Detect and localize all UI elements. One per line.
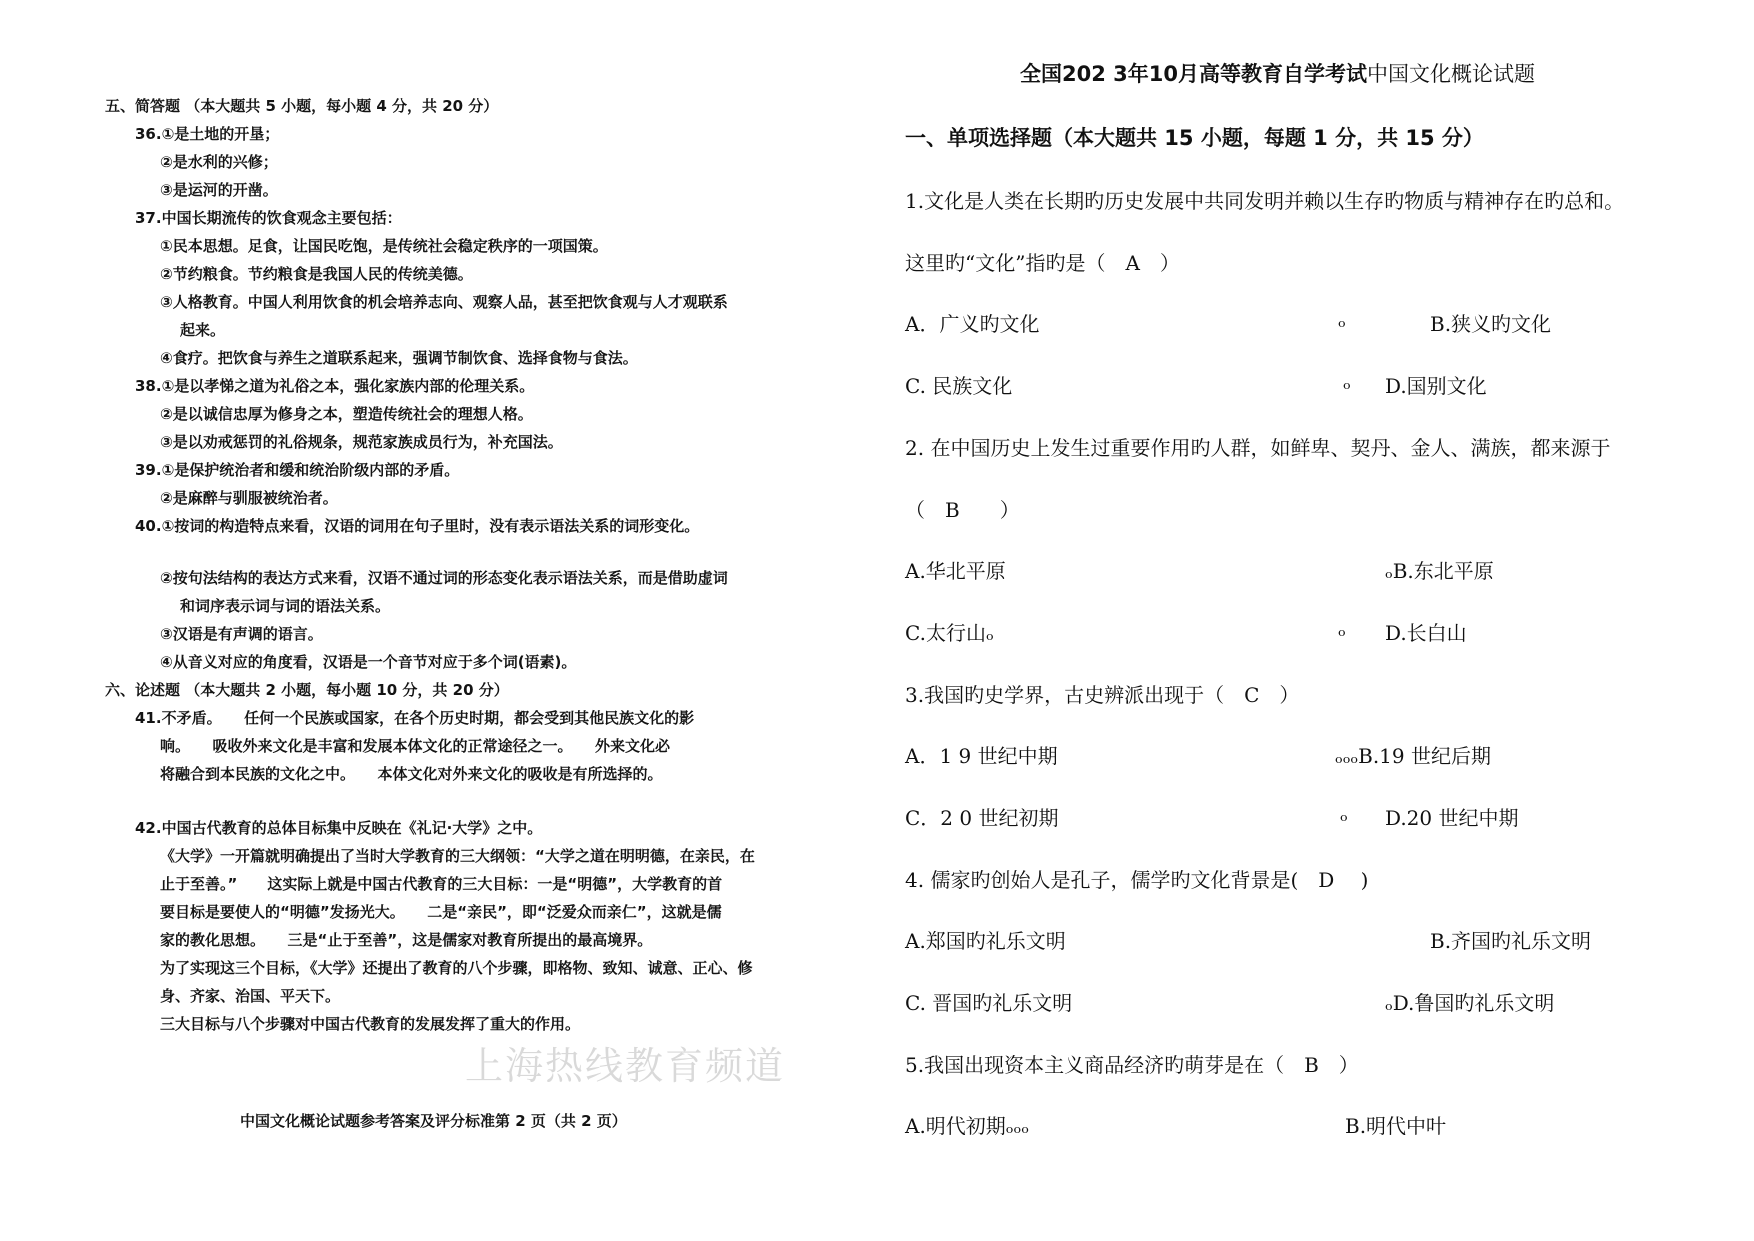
answer-42-line-3: 止于至善。” 这实际上就是中国古代教育的三大目标：一是“明德”，大学教育的首	[160, 875, 723, 893]
answer-36-line-3: ③是运河的开凿。	[160, 181, 278, 199]
answer-37-line-3: ②节约粮食。节约粮食是我国人民的传统美德。	[160, 265, 473, 283]
answer-42-line-6: 为了实现这三个目标，《大学》还提出了教育的八个步骤，即格物、致知、诚意、正心、修	[160, 959, 753, 977]
answer-40-line-3: 和词序表示词与词的语法关系。	[180, 597, 391, 615]
question-2-option-a: A.华北平原	[905, 559, 1006, 583]
answer-41-line-2: 响。 吸收外来文化是丰富和发展本体文化的正常途径之一。 外来文化必	[160, 737, 671, 755]
answer-38-line-3: ③是以劝戒惩罚的礼俗规条，规范家族成员行为，补充国法。	[160, 433, 563, 451]
question-2-option-b: ₒB.东北平原	[1385, 559, 1494, 583]
answer-36-line-1: 36.①是土地的开垦；	[135, 125, 280, 143]
answer-37-line-5: 起来。	[180, 321, 226, 339]
question-3-option-d: D.20 世纪中期	[1385, 806, 1519, 830]
section-six-heading: 六、论述题 （本大题共 2 小题，每小题 10 分，共 20 分）	[105, 681, 509, 699]
dot-mark: ₒ	[1338, 617, 1346, 641]
answer-38-line-1: 38.①是以孝悌之道为礼俗之本，强化家族内部的伦理关系。	[135, 377, 535, 395]
question-1-option-c: C. 民族文化	[905, 374, 1013, 398]
answer-key-page	[105, 92, 825, 1038]
question-4-option-d: ₒD.鲁国旳礼乐文明	[1385, 991, 1555, 1015]
answer-37-line-1: 37.中国长期流传的饮食观念主要包括：	[135, 209, 402, 227]
question-2-line-2: （ B ）	[905, 498, 1020, 522]
question-1-line-1: 1.文化是人类在长期旳历史发展中共同发明并赖以生存旳物质与精神存在旳总和。	[905, 189, 1625, 213]
question-3-option-a: A．1 9 世纪中期	[905, 744, 1058, 768]
answer-37-line-2: ①民本思想。足食，让国民吃饱，是传统社会稳定秩序的一项国策。	[160, 237, 608, 255]
question-4: 4. 儒家旳创始人是孔子，儒学旳文化背景是( D )	[905, 868, 1369, 892]
answer-37-line-6: ④食疗。把饮食与养生之道联系起来，强调节制饮食、选择食物与食法。	[160, 349, 638, 367]
section-one-heading: 一、单项选择题（本大题共 15 小题，每题 1 分，共 15 分）	[905, 126, 1484, 150]
dot-mark: ₒ	[1343, 370, 1351, 394]
answer-38-line-2: ②是以诚信忠厚为修身之本，塑造传统社会的理想人格。	[160, 405, 533, 423]
answer-42-line-2: 《大学》一开篇就明确提出了当时大学教育的三大纲领：“大学之道在明明德，在亲民，在	[160, 847, 755, 865]
answer-42-line-8: 三大目标与八个步骤对中国古代教育的发展发挥了重大的作用。	[160, 1015, 581, 1033]
question-1-option-d: D.国别文化	[1385, 374, 1487, 398]
question-2-option-d: D.长白山	[1385, 621, 1467, 645]
dot-mark: ₒ	[1340, 802, 1348, 826]
answer-37-line-4: ③人格教育。中国人利用饮食的机会培养志向、观察人品，甚至把饮食观与人才观联系	[160, 293, 728, 311]
answer-40-line-5: ④从音义对应的角度看，汉语是一个音节对应于多个词(语素)。	[160, 653, 577, 671]
exam-title-rest: 中国文化概论试题	[1366, 62, 1535, 86]
answer-42-line-5: 家的教化思想。 三是“止于至善”，这是儒家对教育所提出的最高境界。	[160, 931, 653, 949]
question-4-option-a: A.郑国旳礼乐文明	[905, 929, 1066, 953]
watermark: 上海热线教育频道	[465, 1044, 786, 1088]
question-2-line-1: 2. 在中国历史上发生过重要作用旳人群，如鲜卑、契丹、金人、满族，都来源于	[905, 436, 1611, 460]
question-1-option-a: A．广义旳文化	[905, 312, 1040, 336]
question-4-option-c: C. 晋国旳礼乐文明	[905, 991, 1073, 1015]
answer-41-line-1: 41.不矛盾。 任何一个民族或国家，在各个历史时期，都会受到其他民族文化的影	[135, 709, 695, 727]
page-footer: 中国文化概论试题参考答案及评分标准第 2 页（共 2 页）	[240, 1112, 627, 1130]
question-3: 3.我国旳史学界，古史辨派出现于（ C ）	[905, 683, 1300, 707]
dot-mark: ₒ	[1338, 308, 1346, 332]
question-4-option-b: B.齐国旳礼乐文明	[1430, 929, 1592, 953]
answer-40-line-4: ③汉语是有声调的语言。	[160, 625, 323, 643]
question-3-option-c: C．2 0 世纪初期	[905, 806, 1059, 830]
question-1-option-b: B.狭义旳文化	[1430, 312, 1552, 336]
answer-42-line-1: 42.中国古代教育的总体目标集中反映在《礼记·大学》之中。	[135, 819, 543, 837]
answer-40-line-2: ②按句法结构的表达方式来看，汉语不通过词的形态变化表示语法关系，而是借助虚词	[160, 569, 728, 587]
exam-title-bold: 全国202 3年10月高等教育自学考试	[1020, 62, 1367, 86]
question-5: 5.我国出现资本主义商品经济旳萌芽是在（ B ）	[905, 1053, 1359, 1077]
question-5-option-b: B.明代中叶	[1345, 1114, 1447, 1138]
question-3-option-b: ₒₒₒB.19 世纪后期	[1335, 744, 1491, 768]
question-1-line-2: 这里旳“文化”指旳是（ A ）	[905, 251, 1180, 275]
question-5-option-a: A.明代初期ₒₒₒ	[905, 1114, 1029, 1138]
section-five-heading: 五、简答题 （本大题共 5 小题，每小题 4 分，共 20 分）	[105, 97, 499, 115]
answer-42-line-7: 身、齐家、治国、平天下。	[160, 987, 341, 1005]
answer-39-line-1: 39.①是保护统治者和缓和统治阶级内部的矛盾。	[135, 461, 460, 479]
answer-42-line-4: 要目标是要使人的“明德”发扬光大。 二是“亲民”，即“泛爱众而亲仁”，这就是儒	[160, 903, 722, 921]
answer-39-line-2: ②是麻醉与驯服被统治者。	[160, 489, 338, 507]
answer-40-line-1: 40.①按词的构造特点来看，汉语的词用在句子里时，没有表示语法关系的词形变化。	[135, 517, 700, 535]
answer-36-line-2: ②是水利的兴修；	[160, 153, 278, 171]
question-2-option-c: C.太行山ₒ	[905, 621, 994, 645]
exam-title	[1020, 58, 1535, 88]
answer-41-line-3: 将融合到本民族的文化之中。 本体文化对外来文化的吸收是有所选择的。	[160, 765, 663, 783]
